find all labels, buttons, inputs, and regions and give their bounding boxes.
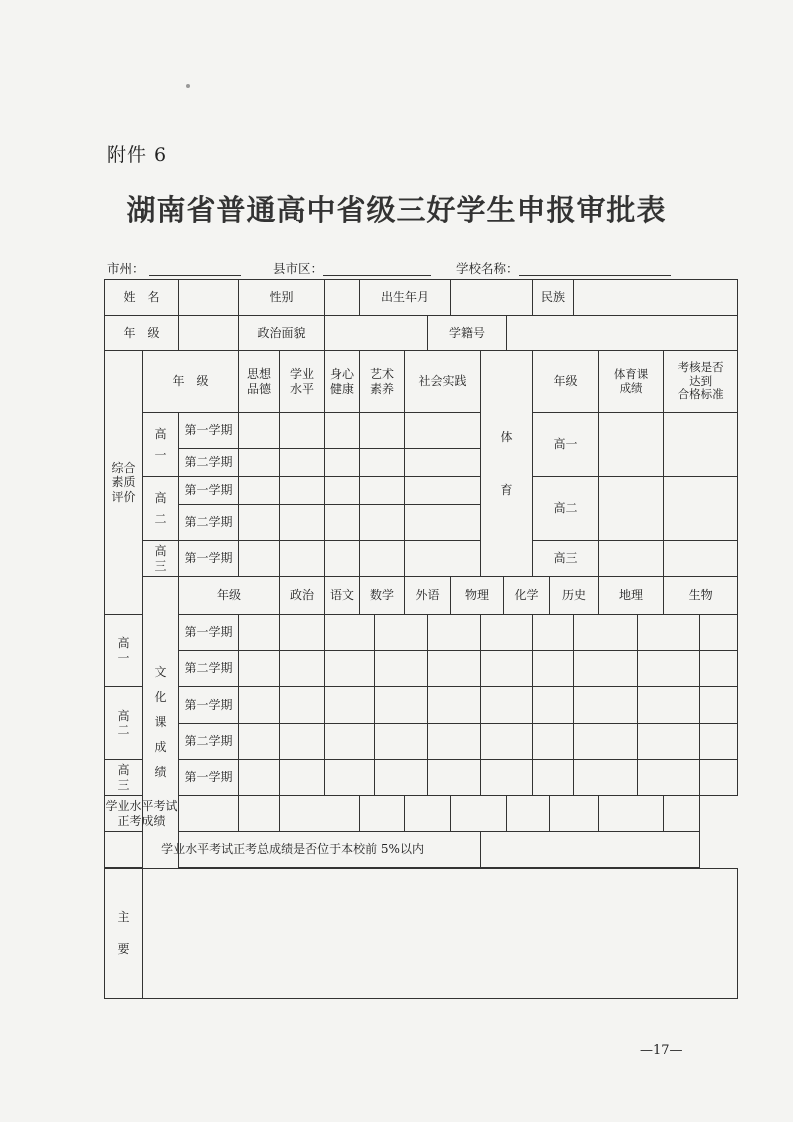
semester-label: 第二学期 (179, 449, 239, 477)
grade-1-label: 高 一 (105, 615, 143, 687)
grade-3-label: 高 三 (105, 760, 143, 796)
moral-header: 思想 品德 (239, 351, 280, 413)
grade-3-label: 高 三 (143, 541, 179, 577)
grade-value[interactable] (179, 316, 239, 351)
top5-answer[interactable] (481, 832, 700, 868)
pe-section-label: 体 育 (481, 351, 533, 577)
subject-history: 历史 (550, 577, 599, 615)
health-header: 身心 健康 (325, 351, 360, 413)
county-label: 县市区： (273, 261, 324, 276)
city-field-line[interactable] (149, 275, 241, 276)
subject-foreign-language: 外语 (405, 577, 451, 615)
scan-speck (186, 84, 190, 88)
semester-label: 第一学期 (179, 687, 239, 724)
page-number: —17— (640, 1043, 683, 1058)
deeds-content[interactable] (143, 869, 738, 999)
political-value[interactable] (325, 316, 428, 351)
semester-label: 第一学期 (179, 615, 239, 651)
pe-row-grade-2: 高二 (533, 477, 599, 541)
semester-label: 第二学期 (179, 651, 239, 687)
gender-label: 性别 (239, 280, 325, 316)
ethnicity-value[interactable] (574, 280, 738, 316)
birth-value[interactable] (451, 280, 533, 316)
top5-question: 学业水平考试正考总成绩是否位于本校前 5%以内 (105, 832, 481, 868)
header-fields (107, 259, 697, 277)
attachment-label: 附件 6 (107, 144, 168, 166)
pe-row-grade-3: 高三 (533, 541, 599, 577)
student-id-value[interactable] (507, 316, 738, 351)
quality-grade-header: 年 级 (143, 351, 239, 413)
subject-math: 数学 (360, 577, 405, 615)
ethnicity-label: 民族 (533, 280, 574, 316)
exam-score-label: 学业水平考试 正考成绩 (105, 796, 179, 832)
school-label: 学校名称： (456, 261, 519, 276)
semester-label: 第二学期 (179, 724, 239, 760)
student-id-label: 学籍号 (428, 316, 507, 351)
name-label: 姓 名 (105, 280, 179, 316)
grade-2-label: 高 二 (105, 687, 143, 760)
quality-section-label: 综合 素质 评价 (105, 351, 143, 615)
subject-geography: 地理 (599, 577, 664, 615)
pe-score-header: 体育课 成绩 (599, 351, 664, 413)
subject-chinese: 语文 (325, 577, 360, 615)
grade-1-label: 高 一 (143, 413, 179, 477)
gender-value[interactable] (325, 280, 360, 316)
social-practice-header: 社会实践 (405, 351, 481, 413)
academic-level-header: 学业 水平 (280, 351, 325, 413)
pe-standard-header: 考核是否 达到 合格标准 (664, 351, 738, 413)
academic-section-label: 文 化 课 成 绩 (143, 577, 179, 869)
application-form-table (104, 279, 738, 999)
page-title: 湖南省普通高中省级三好学生申报审批表 (126, 193, 667, 227)
county-field-line[interactable] (323, 275, 431, 276)
political-label: 政治面貌 (239, 316, 325, 351)
subject-chemistry: 化学 (504, 577, 550, 615)
subject-politics: 政治 (280, 577, 325, 615)
subject-physics: 物理 (451, 577, 504, 615)
semester-label: 第一学期 (179, 477, 239, 505)
school-field-line[interactable] (519, 275, 671, 276)
pe-row-grade-1: 高一 (533, 413, 599, 477)
subject-biology: 生物 (664, 577, 738, 615)
city-label: 市州： (107, 261, 145, 276)
pe-grade-header: 年级 (533, 351, 599, 413)
grade-label: 年 级 (105, 316, 179, 351)
semester-label: 第一学期 (179, 760, 239, 796)
academic-grade-header: 年级 (179, 577, 280, 615)
deeds-section-label: 主 要 (105, 869, 143, 999)
birth-label: 出生年月 (360, 280, 451, 316)
semester-label: 第一学期 (179, 413, 239, 449)
name-value[interactable] (179, 280, 239, 316)
semester-label: 第一学期 (179, 541, 239, 577)
grade-2-label: 高 二 (143, 477, 179, 541)
semester-label: 第二学期 (179, 505, 239, 541)
arts-header: 艺术 素养 (360, 351, 405, 413)
